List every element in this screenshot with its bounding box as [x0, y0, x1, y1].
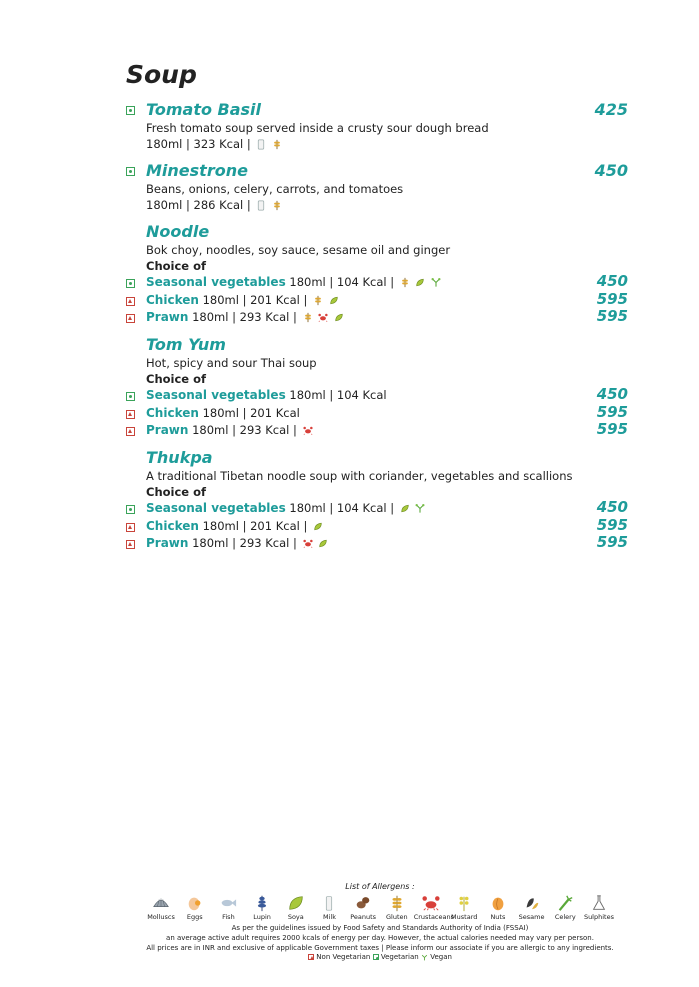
gluten-icon — [400, 277, 410, 288]
allergen-sulphites — [582, 894, 616, 921]
item-price: 425 — [594, 100, 628, 119]
variant-name: Prawn — [146, 310, 189, 324]
variant-price: 595 — [596, 402, 628, 421]
variant-row — [126, 274, 628, 292]
menu-item-tom-yum — [126, 335, 628, 440]
soya-icon — [415, 277, 425, 288]
variant-meta: 180ml | 201 Kcal | — [198, 518, 308, 533]
allergen-sesame — [515, 894, 549, 921]
allergen-label: Peanuts — [350, 913, 377, 921]
variant-name: Chicken — [146, 292, 199, 307]
allergen-label: Celery — [554, 913, 576, 921]
nonveg-mark-icon — [126, 540, 135, 549]
peanuts-icon — [354, 894, 372, 912]
allergen-celery — [548, 894, 582, 921]
allergen-label: Fish — [222, 913, 235, 921]
gluten-icon — [388, 894, 406, 912]
celery-icon — [556, 894, 574, 912]
variant-price: 595 — [596, 420, 628, 438]
vegan-icon — [421, 954, 428, 961]
variant-price: 450 — [596, 272, 628, 290]
variant-meta: 180ml | 201 Kcal | — [198, 292, 308, 307]
variant-name: Seasonal vegetables — [146, 275, 286, 289]
allergen-label: Nuts — [490, 913, 506, 921]
legend-veg: Vegetarian — [380, 953, 419, 961]
variant-row — [126, 535, 628, 553]
veg-mark-icon — [126, 279, 135, 288]
nonveg-mark-icon — [126, 427, 135, 436]
allergen-eggs — [178, 894, 212, 921]
variant-name: Seasonal vegetables — [146, 501, 286, 515]
price-note: All prices are in INR and exclusive of applicable Government taxes | Please inform our associate if you are allergic to any ingredients. — [146, 944, 614, 952]
item-description: Fresh tomato soup served inside a crusty sour dough bread — [146, 121, 489, 135]
crustaceans-icon — [422, 894, 440, 912]
variant-row — [126, 515, 628, 536]
allergen-fish — [212, 894, 246, 921]
variant-meta: 180ml | 293 Kcal | — [188, 536, 297, 550]
item-description: A traditional Tibetan noodle soup with coriander, vegetables and scallions — [146, 469, 573, 483]
allergen-label: Lupin — [253, 913, 271, 921]
item-description: Beans, onions, celery, carrots, and tomatoes — [146, 182, 404, 196]
item-name: Tom Yum — [146, 335, 226, 354]
soya-icon — [400, 503, 410, 514]
allergen-crustaceans — [413, 894, 454, 921]
gluten-icon — [313, 295, 323, 306]
allergen-label: Milk — [322, 913, 336, 921]
sesame-icon — [523, 894, 541, 912]
allergen-label: Crustaceans — [413, 913, 454, 921]
lupin-icon — [253, 894, 271, 912]
menu-item-noodle — [126, 222, 628, 327]
variant-name: Seasonal vegetables — [146, 388, 286, 402]
allergen-label: Gluten — [386, 913, 408, 921]
allergen-label: Molluscs — [147, 913, 175, 921]
variant-name: Chicken — [146, 518, 199, 533]
crustaceans-icon — [303, 425, 313, 436]
variant-name: Prawn — [146, 536, 189, 550]
variant-row — [126, 289, 628, 310]
soya-icon — [329, 295, 339, 306]
item-description: Hot, spicy and sour Thai soup — [146, 356, 317, 370]
nonveg-mark-icon — [308, 954, 314, 960]
veg-mark-icon — [126, 505, 135, 514]
celery-icon — [415, 503, 425, 514]
milk-icon — [256, 200, 266, 211]
legend-nonveg: Non Vegetarian — [316, 953, 371, 961]
soya-icon — [334, 312, 344, 323]
allergen-label: Sulphites — [583, 913, 614, 921]
variant-price: 595 — [596, 289, 628, 308]
variant-price: 450 — [596, 498, 628, 516]
allergen-milk — [313, 894, 347, 921]
item-name: Noodle — [146, 222, 210, 241]
gluten-icon — [272, 200, 282, 211]
fish-icon — [219, 894, 237, 912]
allergen-gluten — [380, 894, 414, 921]
variant-meta: 180ml | 104 Kcal — [285, 388, 387, 402]
gluten-icon — [303, 312, 313, 323]
veg-mark-icon — [126, 392, 135, 401]
menu-item-minestrone — [126, 161, 628, 213]
allergen-label: Sesame — [518, 913, 545, 921]
variant-row — [126, 309, 628, 327]
allergen-footer — [140, 882, 620, 961]
mustard-icon — [455, 894, 473, 912]
variant-meta: 180ml | 293 Kcal | — [188, 310, 297, 324]
soya-icon — [287, 894, 305, 912]
eggs-icon — [186, 894, 204, 912]
allergen-peanuts — [346, 894, 380, 921]
nonveg-mark-icon — [126, 297, 135, 306]
nonveg-mark-icon — [126, 410, 135, 419]
variant-row — [126, 422, 628, 440]
variant-row — [126, 387, 628, 405]
crustaceans-icon — [303, 538, 313, 549]
variant-row — [126, 500, 628, 518]
molluscs-icon — [152, 894, 170, 912]
sulphites-icon — [590, 894, 608, 912]
allergen-title: List of Allergens : — [345, 882, 415, 891]
soya-icon — [313, 521, 323, 532]
item-name: Tomato Basil — [146, 100, 262, 119]
allergen-mustard — [447, 894, 481, 921]
variant-price: 450 — [596, 385, 628, 403]
crustaceans-icon — [318, 312, 328, 323]
allergen-label: Soya — [287, 913, 304, 921]
nonveg-mark-icon — [126, 314, 135, 323]
allergen-list — [140, 894, 620, 921]
menu-item-thukpa — [126, 448, 628, 553]
variant-meta: 180ml | 293 Kcal | — [188, 423, 297, 437]
allergen-label: Mustard — [451, 913, 478, 921]
item-name: Thukpa — [146, 448, 213, 467]
choice-label: Choice of — [146, 485, 206, 499]
allergen-lupin — [245, 894, 279, 921]
allergen-molluscs — [144, 894, 178, 921]
variant-meta: 180ml | 104 Kcal | — [285, 275, 395, 289]
legend-vegan: Vegan — [430, 953, 452, 961]
variant-meta: 180ml | 104 Kcal | — [285, 501, 395, 515]
choice-label: Choice of — [146, 259, 206, 273]
variant-row — [126, 402, 628, 423]
veg-mark-icon — [126, 167, 135, 176]
diet-legend — [140, 953, 620, 961]
choice-label: Choice of — [146, 372, 206, 386]
variant-name: Prawn — [146, 423, 189, 437]
milk-icon — [320, 894, 338, 912]
item-name: Minestrone — [146, 161, 248, 180]
variant-price: 595 — [596, 307, 628, 325]
fssai-note: As per the guidelines issued by Food Safety and Standards Authority of India (FSSAI) — [231, 924, 529, 932]
nonveg-mark-icon — [126, 523, 135, 532]
veg-mark-icon — [126, 106, 135, 115]
section-title: Soup — [126, 60, 197, 89]
allergen-nuts — [481, 894, 515, 921]
item-price: 450 — [594, 161, 628, 180]
item-description: Bok choy, noodles, soy sauce, sesame oil and ginger — [146, 243, 451, 257]
celery-icon — [431, 277, 441, 288]
item-meta: 180ml | 323 Kcal | — [146, 137, 251, 151]
allergen-label: Eggs — [186, 913, 203, 921]
calorie-note: an average active adult requires 2000 kcals of energy per day. However, the actual calories needed may vary per person. — [166, 934, 594, 942]
veg-mark-icon — [373, 954, 379, 960]
nuts-icon — [489, 894, 507, 912]
item-meta: 180ml | 286 Kcal | — [146, 198, 251, 212]
variant-meta: 180ml | 201 Kcal — [198, 405, 300, 420]
variant-price: 595 — [596, 533, 628, 551]
soya-icon — [318, 538, 328, 549]
variant-price: 595 — [596, 515, 628, 534]
menu-item-tomato-basil — [126, 100, 628, 152]
milk-icon — [256, 139, 266, 150]
allergen-soya — [279, 894, 313, 921]
variant-name: Chicken — [146, 405, 199, 420]
gluten-icon — [272, 139, 282, 150]
